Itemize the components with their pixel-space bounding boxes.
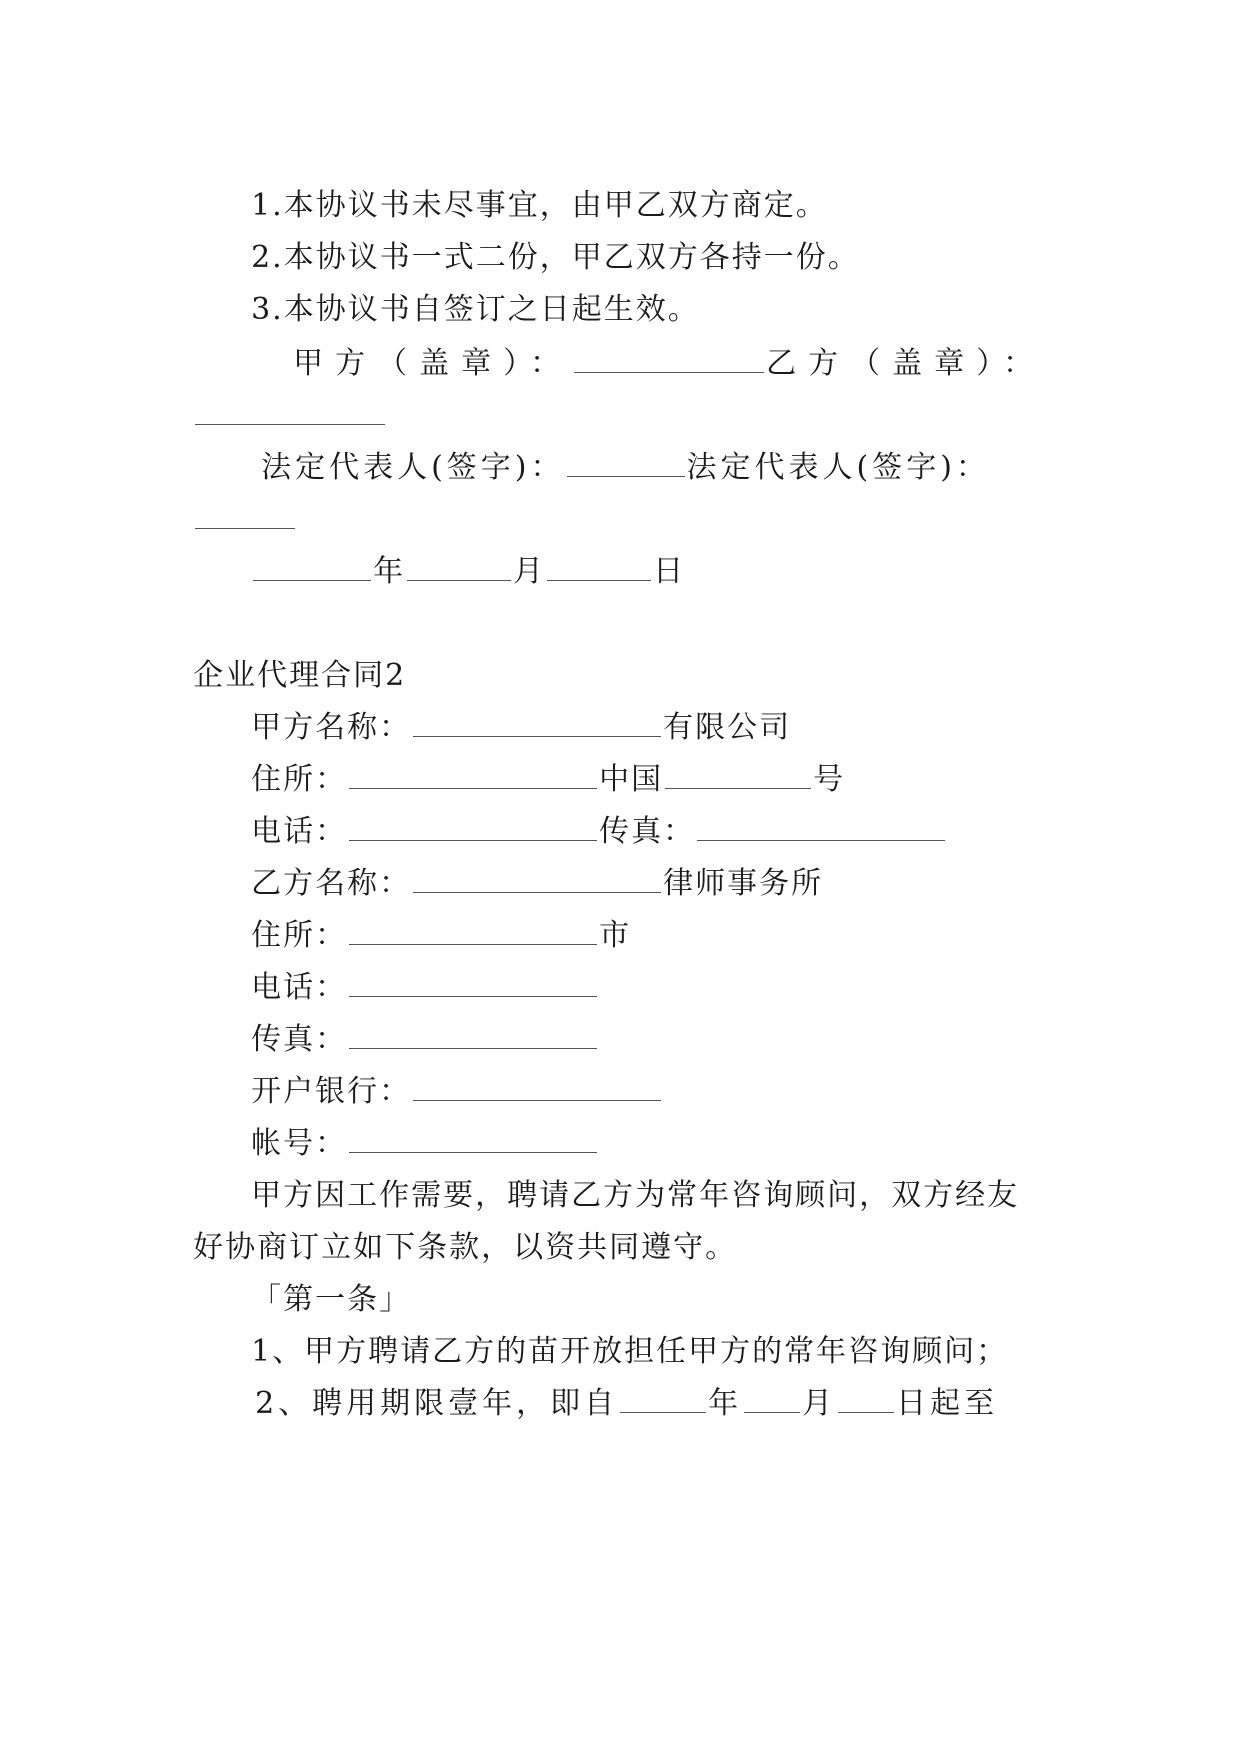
party-b-name-label: 乙方名称： bbox=[251, 866, 412, 901]
paragraph-line-1-text: 甲方因工作需要，聘请乙方为常年咨询顾问，双方经友 bbox=[251, 1178, 1020, 1213]
clause-2 bbox=[228, 1344, 998, 1424]
date-line bbox=[228, 512, 685, 592]
day-blank bbox=[547, 552, 651, 581]
month-label: 月 bbox=[513, 554, 546, 589]
month-blank bbox=[407, 552, 511, 581]
contract-title-text: 企业代理合同2 bbox=[193, 658, 407, 693]
party-b-seal-label: 乙方（盖章）： bbox=[766, 346, 1046, 381]
party-a-name-suffix: 有限公司 bbox=[663, 710, 792, 745]
party-b-phone-label: 电话： bbox=[251, 970, 348, 1005]
party-a-phone-label: 电话： bbox=[251, 814, 348, 849]
clause-item-2-text: 2.本协议书一式二份，甲乙双方各持一份。 bbox=[251, 240, 860, 275]
clause-2-day-label: 日起至 bbox=[896, 1386, 999, 1421]
clause-2-month-label: 月 bbox=[802, 1386, 837, 1421]
legal-rep-a-blank bbox=[567, 448, 685, 477]
legal-rep-b-label: 法定代表人(签字)： bbox=[686, 450, 990, 485]
party-a-fax-label: 传真： bbox=[599, 814, 696, 849]
day-label: 日 bbox=[653, 554, 686, 589]
clause-1-text: 1、甲方聘请乙方的苗开放担任甲方的常年咨询顾问； bbox=[251, 1334, 1009, 1369]
clause-2-year-label: 年 bbox=[708, 1386, 743, 1421]
party-b-fax-label: 传真： bbox=[251, 1022, 348, 1057]
paragraph-line-2-text: 好协商订立如下条款，以资共同遵守。 bbox=[193, 1230, 738, 1265]
account-label: 帐号： bbox=[251, 1126, 348, 1161]
city-text: 市 bbox=[599, 918, 632, 953]
party-a-seal-blank bbox=[574, 344, 764, 373]
clause-item-1-text: 1.本协议书未尽事宜，由甲乙双方商定。 bbox=[251, 188, 828, 223]
bank-label: 开户银行： bbox=[251, 1074, 412, 1109]
year-label: 年 bbox=[373, 554, 406, 589]
clause-item-3-text: 3.本协议书自签订之日起生效。 bbox=[251, 292, 700, 327]
legal-rep-line bbox=[234, 408, 990, 488]
party-b-address-label: 住所： bbox=[251, 918, 348, 953]
china-text: 中国 bbox=[599, 762, 664, 797]
number-text: 号 bbox=[813, 762, 846, 797]
legal-rep-a-label: 法定代表人(签字)： bbox=[261, 450, 565, 485]
party-a-name-label: 甲方名称： bbox=[251, 710, 412, 745]
article-heading-text: 「第一条」 bbox=[251, 1282, 412, 1317]
year-blank bbox=[253, 552, 371, 581]
clause-2-text: 2、聘用期限壹年，即自 bbox=[255, 1386, 619, 1421]
clause-2-day-blank bbox=[838, 1384, 894, 1413]
clause-2-month-blank bbox=[744, 1384, 800, 1413]
party-a-seal-label: 甲方（盖章）： bbox=[293, 346, 573, 381]
party-b-name-suffix: 律师事务所 bbox=[663, 866, 824, 901]
clause-2-year-blank bbox=[620, 1384, 706, 1413]
party-a-address-label: 住所： bbox=[251, 762, 348, 797]
